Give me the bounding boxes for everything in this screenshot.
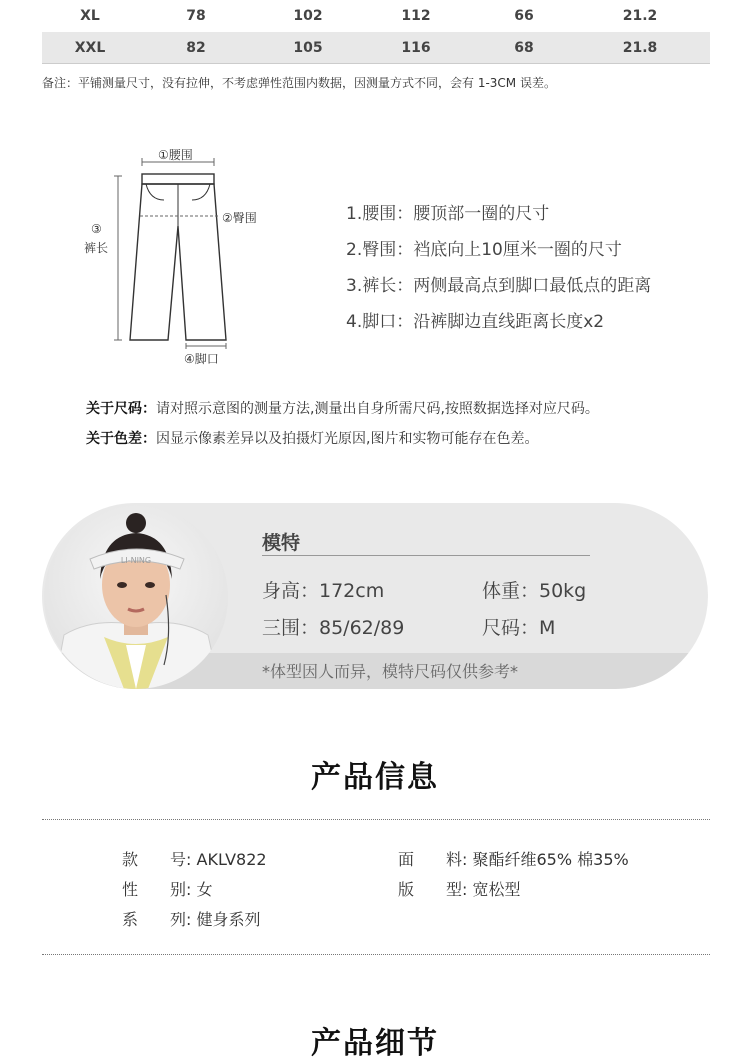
list-item: 1.腰围：腰顶部一圈的尺寸 (346, 204, 550, 224)
pants-diagram (80, 140, 280, 372)
length-label: 裤长 (84, 241, 109, 255)
model-size: 尺码：M (482, 617, 556, 639)
info-value: 宽松型 (472, 880, 521, 899)
measurement-list (346, 200, 651, 344)
info-key: 系 列: (122, 910, 192, 929)
info-key: 面 料: (398, 850, 468, 869)
model-height: 身高：172cm (262, 580, 385, 602)
about-color-text: 因显示像素差异以及拍摄灯光原因,图片和实物可能存在色差。 (156, 431, 539, 447)
size-table (42, 0, 710, 64)
dotted-divider (42, 819, 710, 820)
table-cell: 112 (401, 8, 431, 24)
hem-label: ④脚口 (184, 352, 219, 366)
hip-label: ②臀围 (222, 211, 257, 225)
list-item: 4.脚口：沿裤脚边直线距离长度x2 (346, 312, 605, 332)
info-item-gender (122, 877, 213, 900)
table-cell: 21.2 (622, 8, 658, 24)
about-size-label: 关于尺码： (86, 401, 156, 417)
model-divider (262, 555, 590, 556)
table-cell: 66 (514, 8, 534, 24)
visor-logo-text: LI-NING (120, 556, 152, 565)
model-portrait-icon (44, 505, 228, 689)
table-divider (42, 63, 710, 64)
table-row (42, 0, 710, 32)
info-value: AKLV822 (196, 850, 267, 869)
list-item: 2.臀围：裆底向上10厘米一圈的尺寸 (346, 240, 622, 260)
about-size-text: 请对照示意图的测量方法,测量出自身所需尺码,按照数据选择对应尺码。 (156, 401, 599, 417)
waist-label: ①腰围 (158, 148, 193, 162)
about-color (86, 428, 538, 448)
table-cell: 68 (514, 40, 534, 56)
table-row (42, 32, 710, 64)
table-cell: XXL (74, 40, 106, 56)
length-label-number: ③ (91, 222, 102, 236)
model-weight: 体重：50kg (482, 580, 587, 602)
model-tip: *体型因人而异，模特尺码仅供参考* (262, 662, 519, 681)
info-key: 款 号: (122, 850, 192, 869)
info-value: 健身系列 (196, 910, 261, 929)
model-avatar (44, 505, 228, 689)
table-cell: 116 (401, 40, 431, 56)
table-cell: 82 (186, 40, 206, 56)
table-cell: 78 (186, 8, 206, 24)
info-value: 女 (196, 880, 213, 899)
list-item: 3.裤长：两侧最高点到脚口最低点的距离 (346, 276, 652, 296)
measurement-note: 备注：平铺测量尺寸，没有拉伸，不考虑弹性范围内数据，因测量方式不同，会有 1-3CM 误差。 (42, 76, 556, 90)
info-key: 版 型: (398, 880, 468, 899)
table-cell: 102 (293, 8, 323, 24)
product-info-title: 产品信息 (311, 760, 439, 795)
info-item-fit (398, 877, 521, 900)
table-cell: XL (80, 8, 100, 24)
about-size (86, 398, 599, 418)
model-measurements: 三围：85/62/89 (262, 617, 405, 639)
info-item-fabric (398, 847, 629, 870)
about-color-label: 关于色差： (86, 431, 156, 447)
table-cell: 105 (293, 40, 323, 56)
info-value: 聚酯纤维65% 棉35% (472, 850, 629, 869)
info-item-style-no (122, 847, 267, 870)
dotted-divider (42, 954, 710, 955)
info-item-series (122, 907, 261, 930)
pants-outline-icon (80, 140, 280, 372)
product-detail-title: 产品细节 (311, 1026, 439, 1061)
model-title: 模特 (262, 532, 301, 554)
info-key: 性 别: (122, 880, 192, 899)
table-cell: 21.8 (622, 40, 658, 56)
